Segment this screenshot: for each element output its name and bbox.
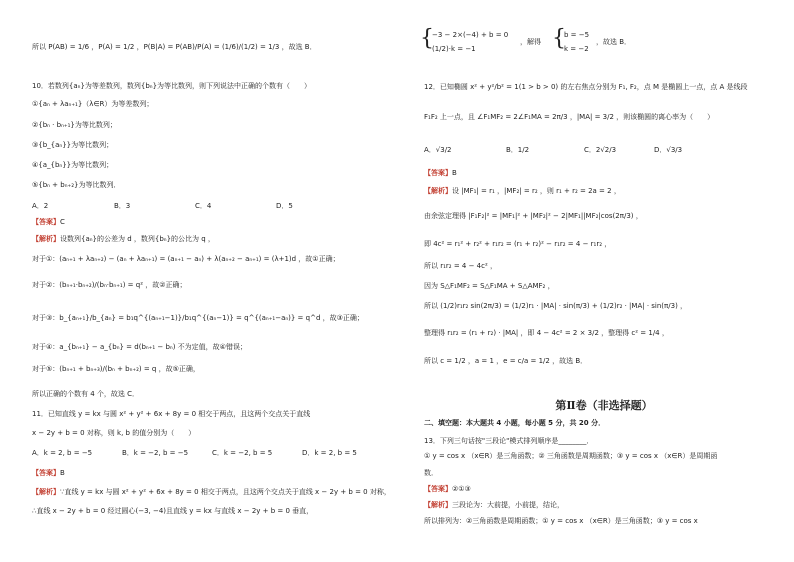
solution-b: b = −5: [564, 31, 590, 39]
question-12-line2: F₁F₂ 上一点，且 ∠F₁MF₂ = 2∠F₁MA = 2π/3 ，|MA| = 3/2 ，则该椭圆的离心率为（ ）: [424, 113, 715, 121]
analysis-line: [32, 236, 215, 243]
answer-value: C: [60, 218, 65, 226]
option-5: ⑤{bₙ + bₙ₊₂}为等比数列．: [32, 181, 121, 189]
question-11-line1: 11．已知直线 y = kx 与圆 x² + y² + 6x + 8y = 0 相交于两点，且这两个交点关于直线: [32, 410, 311, 418]
analysis-11-line1: [32, 489, 391, 496]
step-4: 对于④：a_{bₙ₊₁} − a_{bₙ} = d(bₙ₊₁ − bₙ) 不为定值，故④错误；: [32, 343, 247, 351]
option-1: ①{aₙ + λaₙ₊₁}（λ∈R）为等差数列；: [32, 100, 154, 108]
question-10: 10．若数列{aₙ}为等差数列，数列{bₙ}为等比数列，则下列说法中正确的个数有（ ）: [32, 82, 312, 90]
choice-11-b: B．k = −2, b = −5: [122, 449, 189, 457]
choose-b: ，故选 B．: [596, 38, 632, 46]
solve-word: ，解得: [520, 38, 541, 46]
answer-tag: 【答案】: [424, 485, 452, 493]
step-2: 对于②：(bₙ₊₁·bₙ₊₂)/(bₙ·bₙ₊₁) = q² ，故②正确；: [32, 281, 187, 289]
analysis-tag: 【解析】: [424, 501, 452, 509]
answer-tag: 【答案】: [424, 169, 452, 177]
answer-13-value: ②①③: [452, 485, 471, 493]
analysis-12-line1: [424, 188, 621, 195]
answer-tag: 【答案】: [32, 218, 60, 226]
step-5: 对于⑤：(bₙ₊₁ + bₙ₊₃)/(bₙ + bₙ₊₂) = q ，故⑤正确，: [32, 365, 200, 373]
answer-12-line: [424, 170, 457, 177]
analysis-12-line4: 所以 r₁r₂ = 4 − 4c² ，: [424, 262, 498, 270]
solution-k: k = −2: [564, 45, 589, 53]
analysis-12-line3: 即 4c² = r₁² + r₂² + r₁r₂ = (r₁ + r₂)² − r₁r₂ = 4 − r₁r₂ ，: [424, 240, 612, 248]
part-2-heading: 二、填空题：本大题共 4 小题，每小题 5 分，共 20 分．: [424, 419, 606, 427]
answer-11-value: B: [60, 469, 65, 477]
step-6: 所以正确的个数有 4 个，故选 C．: [32, 390, 140, 398]
answer-13-line: [424, 486, 471, 493]
answer-11-line: [32, 470, 65, 477]
system-brace: {: [420, 26, 434, 51]
answer-12-value: B: [452, 169, 457, 177]
step-3: 对于③：b_{aₙ₊₁}/b_{aₙ} = b₁q^{(aₙ₊₁−1)}/b₁q^{(aₙ−1)} = q^{(aₙ₊₁−aₙ)} = q^d ，故③正确；: [32, 314, 364, 322]
analysis-13-line2: 所以排列为：②三角函数是周期函数；① y = cos x （x∈R）是三角函数；③ y = cos x: [424, 517, 698, 525]
choice-12-c: C．2√2/3: [584, 146, 617, 154]
analysis-tag: 【解析】: [424, 187, 452, 195]
choice-c: C．4: [195, 202, 212, 210]
analysis-text: 设数列{aₙ}的公差为 d ，数列{bₙ}的公比为 q ，: [60, 235, 215, 243]
analysis-tag: 【解析】: [32, 488, 60, 496]
section-title: 第Ⅱ卷（非选择题）: [555, 399, 653, 412]
analysis-13-line1: [424, 502, 564, 509]
analysis-12-line5: 因为 S△F₁MF₂ = S△F₁MA + S△AMF₂ ，: [424, 282, 555, 290]
analysis-tag: 【解析】: [32, 235, 60, 243]
system-eq-1: −3 − 2×(−4) + b = 0: [432, 31, 509, 39]
option-2: ②{bₙ · bₙ₊₁}为等比数列；: [32, 121, 117, 129]
choice-11-d: D．k = 2, b = 5: [302, 449, 357, 457]
answer-line: [32, 219, 65, 226]
solution-brace: {: [552, 26, 566, 51]
analysis-12-line2: 由余弦定理得 |F₁F₂|² = |MF₁|² + |MF₂|² − 2|MF₁||MF₂|cos(2π/3) ，: [424, 212, 643, 220]
choice-d: D．5: [276, 202, 293, 210]
question-12-line1: 12．已知椭圆 x² + y²/b² = 1(1 > b > 0) 的左右焦点分别为 F₁, F₂，点 M 是椭圆上一点，点 A 是线段: [424, 83, 748, 91]
analysis-11-text: ∵直线 y = kx 与圆 x² + y² + 6x + 8y = 0 相交于两点，且这两个交点关于直线 x − 2y + b = 0 对称，: [60, 488, 391, 496]
question-11-line2: x − 2y + b = 0 对称，则 k, b 的值分别为（ ）: [32, 429, 196, 437]
analysis-12-line8: 所以 c = 1/2 ，a = 1 ，e = c/a = 1/2 ，故选 B．: [424, 357, 588, 365]
choice-11-a: A．k = 2, b = −5: [32, 449, 93, 457]
system-eq-2: (1/2)·k = −1: [432, 45, 476, 53]
choice-12-b: B．1/2: [506, 146, 530, 154]
choice-12-a: A．√3/2: [424, 146, 452, 154]
option-4: ④{a_{bₙ}}为等比数列；: [32, 161, 114, 169]
analysis-12-text: 设 |MF₁| = r₁ ，|MF₂| = r₂ ，则 r₁ + r₂ = 2a = 2 ，: [452, 187, 621, 195]
question-13: 13．下列三句话按"三段论"模式排列顺序是________．: [424, 437, 594, 445]
question-13-body: ① y = cos x （x∈R）是三角函数；② 三角函数是周期函数；③ y = cos x （x∈R）是周期函: [424, 452, 718, 460]
choice-12-d: D．√3/3: [654, 146, 683, 154]
analysis-11-line2: ∴直线 x − 2y + b = 0 经过圆心(−3, −4)且直线 y = kx 与直线 x − 2y + b = 0 垂直，: [32, 507, 314, 515]
choice-b: B．3: [114, 202, 131, 210]
option-3: ③{b_{aₙ}}为等比数列；: [32, 141, 114, 149]
analysis-12-line6: 所以 (1/2)r₁r₂ sin(2π/3) = (1/2)r₁ · |MA| · sin(π/3) + (1/2)r₂ · |MA| · sin(π/3) ，: [424, 302, 688, 310]
analysis-12-line7: 整理得 r₁r₂ = (r₁ + r₂) · |MA| ，即 4 − 4c² = 2 × 3/2 ，整理得 c² = 1/4 ，: [424, 329, 669, 337]
text-line: 所以 P(AB) = 1/6 ，P(A) = 1/2 ，P(B|A) = P(AB)/P(A) = (1/6)/(1/2) = 1/3 ，故选 B．: [32, 43, 317, 51]
answer-tag: 【答案】: [32, 469, 60, 477]
step-1: 对于①：(aₙ₊₁ + λaₙ₊₂) − (aₙ + λaₙ₊₁) = (aₙ₊₁ − aₙ) + λ(aₙ₊₂ − aₙ₊₁) = (λ+1)d ，故①正确；: [32, 255, 340, 263]
question-13-tail: 数．: [424, 469, 438, 477]
choice-a: A．2: [32, 202, 49, 210]
choice-11-c: C．k = −2, b = 5: [212, 449, 273, 457]
analysis-13-text: 三段论为：大前提，小前提，结论，: [452, 501, 564, 509]
